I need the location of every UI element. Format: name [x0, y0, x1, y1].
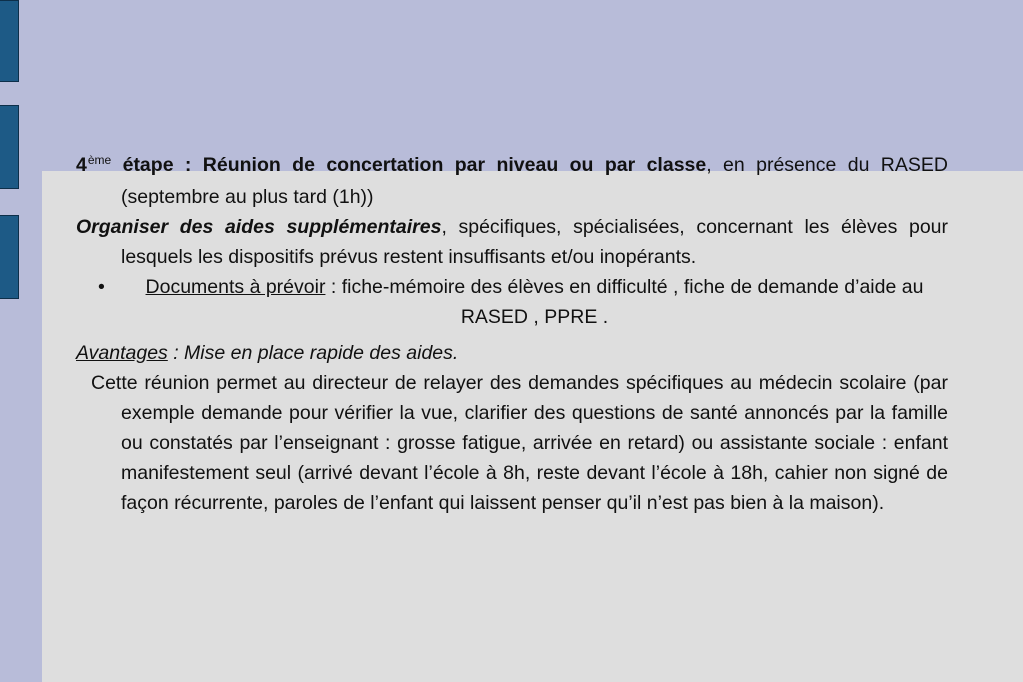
advantages-label: Avantages	[76, 342, 168, 364]
slide-tab-top	[0, 0, 19, 82]
documents-link[interactable]: Documents à prévoir	[145, 276, 326, 298]
slide-tab-bottom	[0, 215, 19, 299]
step-title: étape : Réunion de concertation par niveau ou par classe	[122, 154, 707, 176]
documents-bullet	[76, 272, 948, 332]
slide-tab-middle	[0, 105, 19, 189]
advantages-rest: : Mise en place rapide des aides.	[167, 342, 459, 364]
organise-paragraph	[76, 212, 948, 272]
body-paragraph: Cette réunion permet au directeur de relayer des demandes spécifiques au médecin scolaire (par exemple demande pour vérifier la vue, clarifier des questions de santé annoncés par la famille ou constatés par l’enseignant : grosse fatigue, arrivée en retard) ou assistante sociale : enfant manifestement seul (arrivé devant l’école à 8h, reste devant l’école à 18h, cahier non signé de façon récurrente, paroles de l’enfant qui laissent penser qu’il n’est pas bien à la maison).	[91, 372, 948, 514]
documents-rest: : fiche-mémoire des élèves en difficulté , fiche de demande d’aide au RASED , PPRE .	[325, 276, 924, 328]
step-rest: , en présence du RASED (septembre au plus tard (1h))	[121, 154, 948, 208]
step-superscript: ème	[87, 153, 112, 167]
step-heading	[76, 150, 948, 212]
organise-rest: , spécifiques, spécialisées, concernant les élèves pour lesquels les dispositifs prévus restent insuffisants et/ou inopérants.	[121, 216, 949, 268]
step-number: 4	[76, 154, 87, 176]
bullet-icon: •	[98, 276, 105, 298]
slide-text	[76, 150, 948, 518]
advantages-line	[76, 338, 948, 368]
organise-title: Organiser des aides supplémentaires	[76, 216, 442, 238]
